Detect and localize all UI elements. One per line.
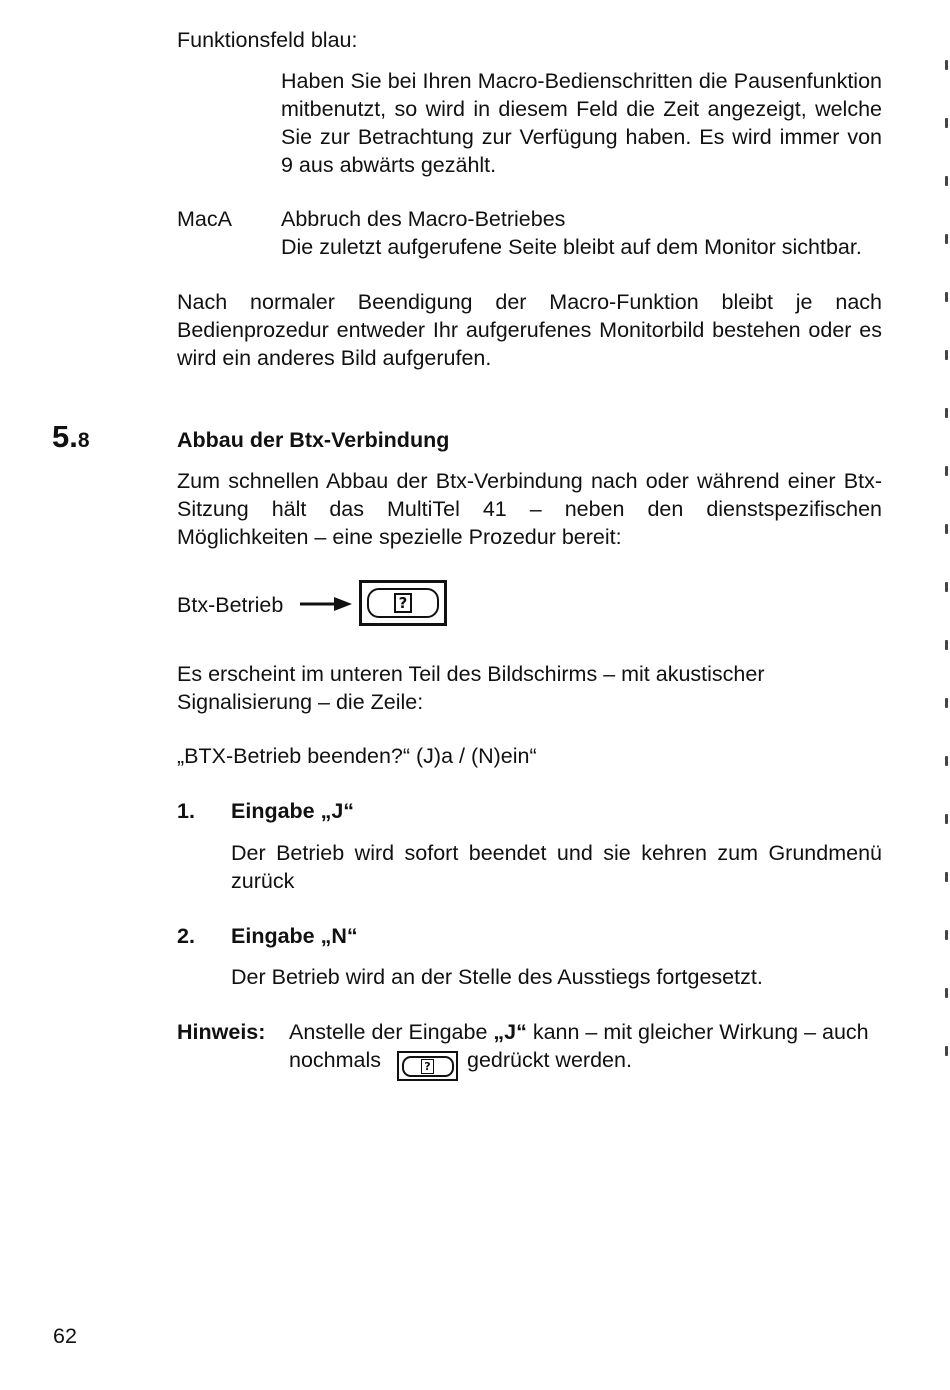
step-1-title: Eingabe „J“ bbox=[231, 799, 355, 823]
hint-text-2: kann – mit gleicher Wirkung – auch bbox=[526, 1020, 869, 1044]
help-key-small-cap bbox=[402, 1056, 454, 1077]
arrow-right-icon bbox=[298, 594, 354, 614]
term-maca: MacA bbox=[177, 207, 232, 231]
hint-line-1 bbox=[289, 1018, 869, 1046]
hint-text-1: Anstelle der Eingabe bbox=[289, 1020, 494, 1044]
margin-mark bbox=[945, 988, 948, 998]
help-key-icon bbox=[359, 580, 447, 626]
maca-line-1: Abbruch des Macro-Betriebes bbox=[281, 207, 566, 231]
step-1-description: Der Betrieb wird sofort beendet und sie kehren zum Grundmenü zurück bbox=[231, 841, 882, 893]
margin-mark bbox=[945, 814, 948, 824]
margin-mark bbox=[945, 698, 948, 708]
paragraph-pausenfunktion: Haben Sie bei Ihren Macro-Bedienschritten die Pausenfunktion mitbenutzt, so wird in diesem Feld die Zeit angezeigt, welche Sie zur Betrachtung zur Verfügung haben. Es wird immer von 9 aus abwärts gezählt. bbox=[281, 69, 882, 177]
screen-line-text: Es erscheint im unteren Teil des Bildschirms – mit akustischer Signalisierung – die Zeile: bbox=[177, 662, 765, 714]
paragraph-macro-ende: Nach normaler Beendigung der Macro-Funktion bleibt je nach Bedienprozedur entweder Ihr aufgerufenes Monitorbild bestehen oder es wird ein anderes Bild aufgerufen. bbox=[177, 290, 882, 370]
section-title: Abbau der Btx-Verbindung bbox=[177, 428, 450, 452]
margin-mark bbox=[945, 582, 948, 592]
diagram-label-btx-betrieb: Btx-Betrieb bbox=[177, 593, 284, 617]
step-2-number: 2. bbox=[177, 924, 195, 948]
section-number-major: 5. bbox=[52, 419, 78, 454]
heading-funktionsfeld-blau: Funktionsfeld blau: bbox=[177, 28, 358, 52]
margin-mark bbox=[945, 350, 948, 360]
question-mark-small-icon: ? bbox=[421, 1059, 434, 1074]
step-2-description: Der Betrieb wird an der Stelle des Ausstiegs fortgesetzt. bbox=[231, 965, 763, 989]
margin-mark bbox=[945, 60, 948, 70]
question-mark-icon: ? bbox=[394, 593, 412, 613]
hint-label: Hinweis: bbox=[177, 1020, 266, 1044]
margin-mark bbox=[945, 118, 948, 128]
page-number: 62 bbox=[53, 1324, 77, 1348]
hint-bold-j: „J“ bbox=[493, 1020, 527, 1044]
help-key-small-icon bbox=[397, 1051, 458, 1081]
maca-line-2: Die zuletzt aufgerufene Seite bleibt auf dem Monitor sichtbar. bbox=[281, 235, 862, 259]
step-2-title: Eingabe „N“ bbox=[231, 924, 358, 948]
section-number bbox=[52, 417, 90, 461]
margin-mark bbox=[945, 524, 948, 534]
help-key-cap bbox=[367, 588, 439, 618]
margin-mark bbox=[945, 234, 948, 244]
step-1-number: 1. bbox=[177, 799, 195, 823]
margin-mark bbox=[945, 1046, 948, 1056]
prompt-quote: „BTX-Betrieb beenden?“ (J)a / (N)ein“ bbox=[177, 744, 537, 768]
margin-mark bbox=[945, 408, 948, 418]
margin-mark bbox=[945, 756, 948, 766]
margin-mark bbox=[945, 640, 948, 650]
margin-mark bbox=[945, 176, 948, 186]
margin-mark bbox=[945, 872, 948, 882]
margin-mark bbox=[945, 292, 948, 302]
hint-text-gedrueckt: gedrückt werden. bbox=[467, 1048, 632, 1072]
hint-text-nochmals: nochmals bbox=[289, 1048, 382, 1072]
margin-mark bbox=[945, 466, 948, 476]
section-intro: Zum schnellen Abbau der Btx-Verbindung nach oder während einer Btx-Sitzung hält das MultiTel 41 – neben den dienstspezifischen Möglichkeiten – eine spezielle Prozedur bereit: bbox=[177, 469, 882, 549]
margin-mark bbox=[945, 930, 948, 940]
section-number-minor: 8 bbox=[77, 429, 90, 452]
